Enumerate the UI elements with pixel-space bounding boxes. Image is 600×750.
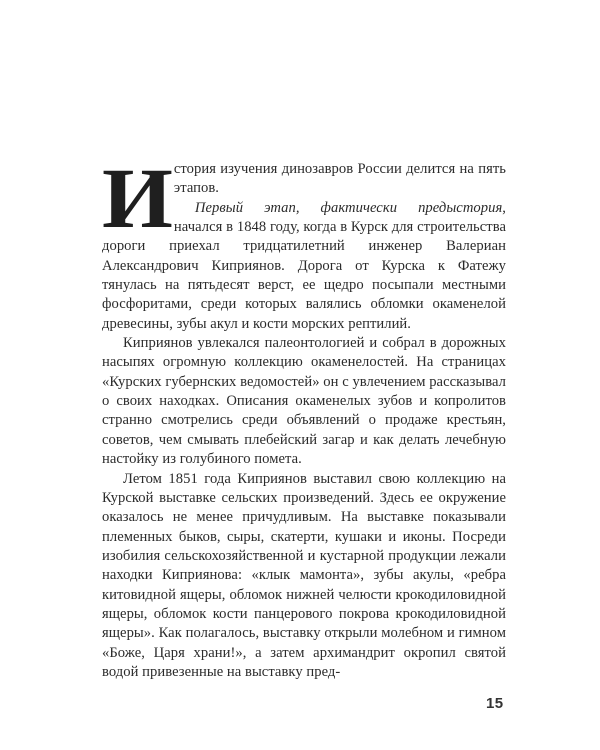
paragraph-4-text: Летом 1851 года Киприянов выставил свою коллекцию на Курской выставке сельских произведений. Здесь ее окружение оказалось не менее причудливым. На выставке показывали племенных быков, сыры, скатерти, кушаки и иконы. Посреди изобилия сельскохозяйственной и кустарной продукции лежали находки Киприянова: «клык мамонта», зубы акулы, «ребра китовидной ящеры, обломок нижней челюсти крокодиловидной ящеры, обломок кости панцерового покрова крокодиловидной ящеры». Как полагалось, выставку открыли молебном и гимном «Боже, Царя храни!», а затем архимандрит окропил святой водой привезенные на выставку пред- xyxy=(102,470,506,680)
paragraph-2-italic-lead: Первый этап, фактически предыстория xyxy=(194,199,503,216)
paragraph-1-text: стория изучения динозавров России делится на пять этапов. xyxy=(173,161,506,197)
drop-cap-letter: И xyxy=(102,150,172,246)
body-text-block xyxy=(102,150,506,682)
paragraph-3 xyxy=(102,334,506,469)
paragraph-3-text: Киприянов увлекался палеонтологией и собрал в дорожных насыпях огромную коллекцию окаменелостей. На страницах «Курских губернских ведомостей» он с увлечением рассказывал о своих находках. Описания окаменелых зубов и копролитов странно смотрелись среди объявлений о продаже крестьян, советов, чем смывать плебейский загар и как делать лечебную настойку из голубиного помета. xyxy=(102,335,506,468)
paragraph-2-text: , начался в 1848 году, когда в Курск для строительства дороги приехал тридцатилетний инженер Валериан Александрович Киприянов. Дорога от Курска к Фатежу тянулась на пятьдесят верст, ее щедро посыпали местными фосфоритами, среди которых валялись обломки окаменелой древесины, зубы акул и кости морских рептилий. xyxy=(102,199,506,332)
paragraph-4 xyxy=(102,470,506,683)
page-number: 15 xyxy=(486,695,504,712)
